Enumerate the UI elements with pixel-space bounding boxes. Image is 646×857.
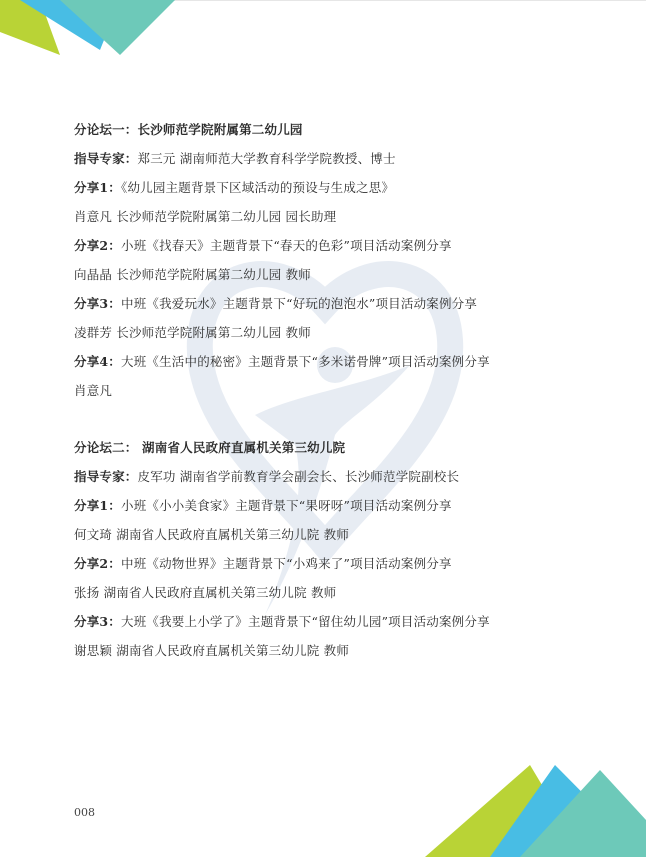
share-speaker-line: 向晶晶 长沙师范学院附属第二幼儿园 教师 (74, 267, 311, 282)
page-number: 008 (74, 806, 95, 819)
share-topic-line: 分享2：小班《找春天》主题背景下“春天的色彩”项目活动案例分享 (74, 238, 452, 253)
guide-expert-line: 指导专家：郑三元 湖南师范大学教育科学学院教授、博士 (74, 151, 396, 166)
share-topic-line: 分享1：小班《小小美食家》主题背景下“果呀呀”项目活动案例分享 (74, 498, 452, 513)
share-topic-line: 分享3：中班《我爱玩水》主题背景下“好玩的泡泡水”项目活动案例分享 (74, 296, 478, 311)
share-speaker-line: 凌群芳 长沙师范学院附属第二幼儿园 教师 (74, 325, 311, 340)
share-topic-line: 分享1：《幼儿园主题背景下区域活动的预设与生成之思》 (74, 180, 395, 195)
forum-title: 分论坛二： 湖南省人民政府直属机关第三幼儿院 (74, 440, 346, 455)
forum-schedule (74, 120, 614, 670)
share-topic-line: 分享3：大班《我要上小学了》主题背景下“留住幼儿园”项目活动案例分享 (74, 614, 490, 629)
share-topic-line: 分享2：中班《动物世界》主题背景下“小鸡来了”项目活动案例分享 (74, 556, 452, 571)
section-gap (74, 410, 614, 438)
share-speaker-line: 张扬 湖南省人民政府直属机关第三幼儿院 教师 (74, 585, 337, 600)
share-speaker-line: 何文琦 湖南省人民政府直属机关第三幼儿院 教师 (74, 527, 350, 542)
forum-title: 分论坛一：长沙师范学院附属第二幼儿园 (74, 122, 303, 137)
guide-expert-line: 指导专家：皮军功 湖南省学前教育学会副会长、长沙师范学院副校长 (74, 469, 460, 484)
share-speaker-line: 肖意凡 (74, 383, 113, 398)
share-speaker-line: 谢思颖 湖南省人民政府直属机关第三幼儿院 教师 (74, 643, 350, 658)
share-topic-line: 分享4：大班《生活中的秘密》主题背景下“多米诺骨牌”项目活动案例分享 (74, 354, 490, 369)
share-speaker-line: 肖意凡 长沙师范学院附属第二幼儿园 园长助理 (74, 209, 337, 224)
